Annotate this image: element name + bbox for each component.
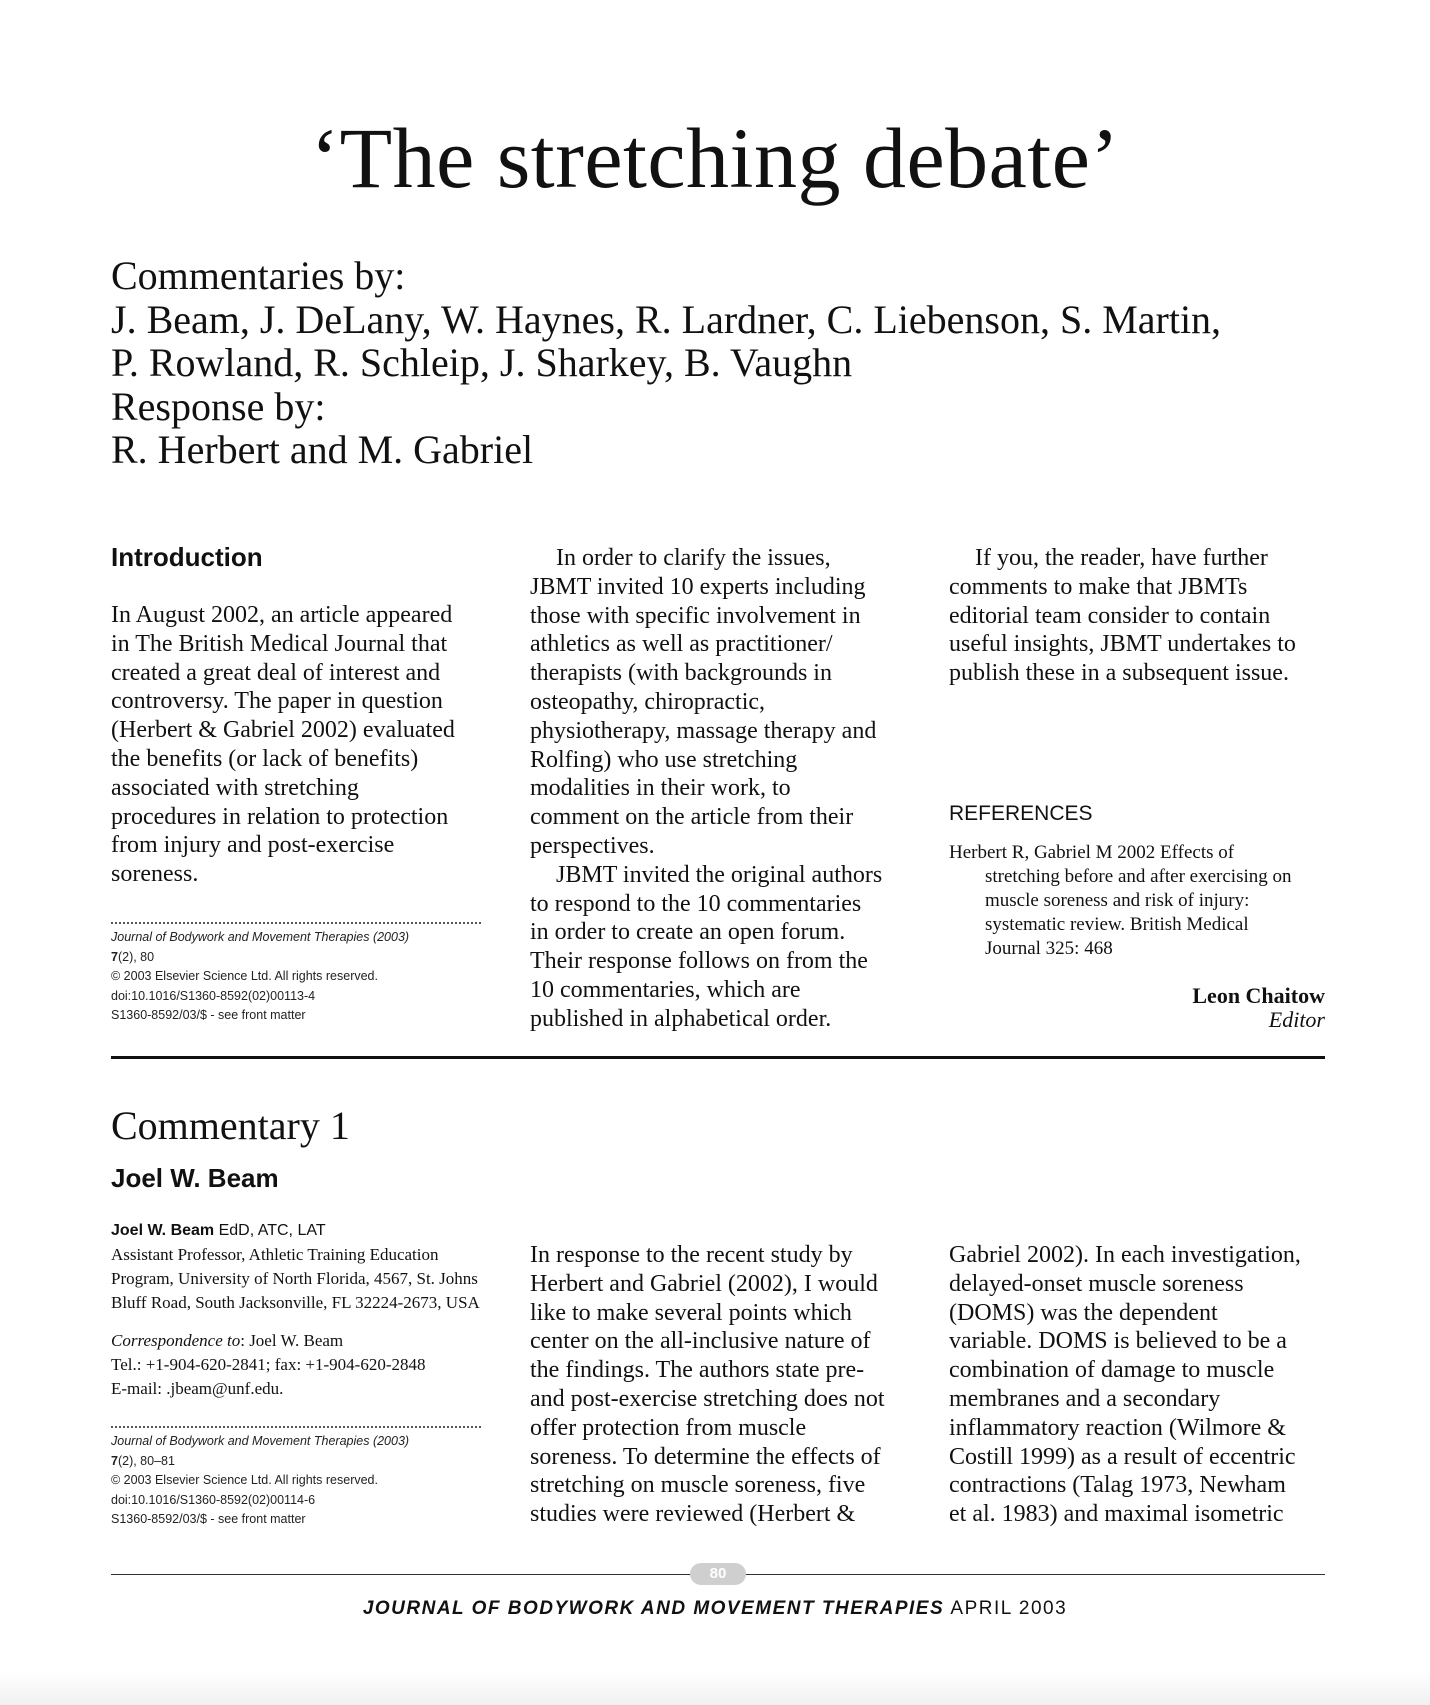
reference-line: systematic review. British Medical	[985, 914, 1249, 935]
commentary-col3-line: Gabriel 2002). In each investigation,	[949, 1242, 1301, 1268]
intro-col2-line: JBMT invited 10 experts including	[530, 573, 866, 600]
running-footer	[0, 1598, 1430, 1620]
email[interactable]: E-mail: .jbeam@unf.edu.	[111, 1379, 284, 1398]
affil-degrees: EdD, ATC, LAT	[214, 1222, 326, 1239]
commentary-col2-line: soreness. To determine the effects of	[530, 1443, 881, 1470]
references-heading: REFERENCES	[949, 802, 1093, 825]
dotted-divider	[111, 922, 481, 924]
intro-col2-line: published in alphabetical order.	[530, 1005, 832, 1032]
editor-role: Editor	[1268, 1007, 1325, 1032]
meta-volume: 7	[111, 1453, 118, 1468]
commentary-col2-line: In response to the recent study by	[530, 1242, 853, 1268]
affil-name: Joel W. Beam	[111, 1222, 215, 1239]
meta-issn: S1360-8592/03/$ - see front matter	[111, 1512, 306, 1526]
reference-line: Journal 325: 468	[985, 938, 1113, 959]
intro-col1-line: controversy. The paper in question	[111, 688, 443, 715]
affil-line: Bluff Road, South Jacksonville, FL 32224-2673, USA	[111, 1293, 480, 1312]
correspondence-label: Correspondence to	[111, 1331, 241, 1350]
intro-col1-line: the benefits (or lack of benefits)	[111, 745, 419, 772]
commentary-col2-line: like to make several points which	[530, 1299, 852, 1326]
commentary-col2-line: offer protection from muscle	[530, 1414, 807, 1441]
intro-col3-line: publish these in a subsequent issue.	[949, 660, 1289, 687]
meta-copyright: © 2003 Elsevier Science Ltd. All rights reserved.	[111, 969, 378, 983]
commentary-col3-line: membranes and a secondary	[949, 1385, 1221, 1412]
affil-line: Program, University of North Florida, 4567, St. Johns	[111, 1269, 478, 1288]
meta-issue-pages: (2), 80	[117, 949, 155, 964]
author-affiliation	[111, 1218, 501, 1401]
commentary-journal-meta	[111, 1432, 491, 1530]
commentary-col3-line: inflammatory reaction (Wilmore &	[949, 1414, 1286, 1441]
intro-col2-line: comment on the article from their	[530, 804, 854, 831]
meta-volume: 7	[111, 949, 118, 964]
intro-col2-line: Their response follows on from the	[530, 948, 868, 975]
intro-col3-line: If you, the reader, have further	[975, 545, 1268, 571]
correspondence-name: : Joel W. Beam	[240, 1331, 344, 1350]
affil-line: Assistant Professor, Athletic Training Education	[111, 1245, 439, 1264]
response-label: Response by:	[111, 383, 326, 429]
introduction-heading: Introduction	[111, 542, 263, 572]
intro-col3-line: useful insights, JBMT undertakes to	[949, 631, 1296, 658]
commentary-author: Joel W. Beam	[111, 1163, 279, 1193]
intro-column-3	[949, 544, 1329, 688]
intro-col1-line: (Herbert & Gabriel 2002) evaluated	[111, 717, 455, 744]
respondents: R. Herbert and M. Gabriel	[111, 427, 534, 472]
intro-col1-line: from injury and post-exercise	[111, 832, 395, 859]
meta-doi: doi:10.1016/S1360-8592(02)00113-4	[111, 988, 316, 1003]
footer-journal: JOURNAL OF BODYWORK AND MOVEMENT THERAPIES	[362, 1598, 945, 1619]
article-title: ‘The stretching debate’	[310, 110, 1120, 206]
commentary-col2-line: Herbert and Gabriel (2002), I would	[530, 1270, 878, 1297]
page-number-badge: 80	[690, 1563, 746, 1585]
intro-col2-line: to respond to the 10 commentaries	[530, 890, 862, 917]
commentary-col3-line: (DOMS) was the dependent	[949, 1299, 1218, 1326]
intro-col2-line: those with specific involvement in	[530, 602, 861, 629]
intro-col2-line: modalities in their work, to	[530, 775, 791, 802]
editor-name: Leon Chaitow	[1192, 983, 1325, 1008]
meta-journal: Journal of Bodywork and Movement Therapies (2003)	[111, 930, 410, 944]
commentary-col3-line: et al. 1983) and maximal isometric	[949, 1501, 1284, 1528]
commentary-col2-line: studies were reviewed (Herbert &	[530, 1501, 856, 1528]
editor-signature	[1192, 984, 1325, 1032]
intro-col2-line: in order to create an open forum.	[530, 919, 846, 946]
reference-line: stretching before and after exercising on	[985, 866, 1292, 887]
reference-line: Herbert R, Gabriel M 2002 Effects of	[949, 842, 1235, 863]
footer-date: APRIL 2003	[950, 1598, 1068, 1619]
intro-col3-line: comments to make that JBMTs	[949, 573, 1248, 600]
meta-doi: doi:10.1016/S1360-8592(02)00114-6	[111, 1492, 316, 1507]
reference-line: muscle soreness and risk of injury:	[985, 890, 1250, 911]
intro-col2-line: 10 commentaries, which are	[530, 976, 801, 1003]
meta-copyright: © 2003 Elsevier Science Ltd. All rights reserved.	[111, 1473, 378, 1487]
intro-col2-line: Rolfing) who use stretching	[530, 746, 798, 773]
commentators-line-1: J. Beam, J. DeLany, W. Haynes, R. Lardner, C. Liebenson, S. Martin,	[111, 296, 1222, 342]
article-credits	[111, 254, 1361, 472]
reference-item	[949, 841, 1329, 961]
intro-col2-line: JBMT invited the original authors	[556, 861, 883, 888]
intro-col2-line: perspectives.	[530, 832, 655, 859]
meta-issn: S1360-8592/03/$ - see front matter	[111, 1008, 306, 1022]
intro-col2-line: osteopathy, chiropractic,	[530, 688, 766, 715]
intro-col3-line: editorial team consider to contain	[949, 602, 1271, 629]
intro-col2-line: athletics as well as practitioner/	[530, 631, 833, 658]
commentators-line-2: P. Rowland, R. Schleip, J. Sharkey, B. Vaughn	[111, 340, 853, 385]
intro-col1-line: associated with stretching	[111, 774, 359, 801]
commentary-col3-line: contractions (Talag 1973, Newham	[949, 1472, 1286, 1499]
commentary-col3-line: combination of damage to muscle	[949, 1357, 1275, 1384]
intro-col1-line: created a great deal of interest and	[111, 659, 441, 686]
commentary-col3-line: Costill 1999) as a result of eccentric	[949, 1443, 1296, 1470]
meta-journal: Journal of Bodywork and Movement Therapies (2003)	[111, 1434, 410, 1448]
intro-col2-line: therapists (with backgrounds in	[530, 660, 832, 687]
commentary-col2-line: center on the all-inclusive nature of	[530, 1328, 871, 1355]
commentary-col2-line: the findings. The authors state pre-	[530, 1357, 865, 1384]
dotted-divider	[111, 1426, 481, 1428]
commentary-col3-line: variable. DOMS is believed to be a	[949, 1328, 1287, 1355]
commentary-col2-line: and post-exercise stretching does not	[530, 1385, 885, 1412]
commentary-column-3	[949, 1241, 1329, 1529]
commentary-column-2	[530, 1241, 910, 1529]
intro-journal-meta	[111, 928, 491, 1026]
intro-col1-line: procedures in relation to protection	[111, 803, 449, 830]
intro-col1-line: in The British Medical Journal that	[111, 630, 448, 657]
page-bottom-shadow	[0, 1672, 1430, 1705]
section-divider	[111, 1056, 1325, 1059]
commentary-heading: Commentary 1	[111, 1103, 350, 1148]
intro-column-1	[111, 601, 491, 889]
phone-fax: Tel.: +1-904-620-2841; fax: +1-904-620-2848	[111, 1355, 426, 1374]
meta-issue-pages: (2), 80–81	[117, 1453, 175, 1468]
intro-col1-line: soreness.	[111, 861, 199, 888]
intro-col2-line: physiotherapy, massage therapy and	[530, 717, 877, 744]
commentary-col2-line: stretching on muscle soreness, five	[530, 1472, 866, 1499]
intro-col2-line: In order to clarify the issues,	[556, 545, 831, 571]
intro-col1-line: In August 2002, an article appeared	[111, 602, 453, 628]
commentaries-label: Commentaries by:	[111, 253, 406, 298]
intro-column-2	[530, 544, 910, 1034]
commentary-col3-line: delayed-onset muscle soreness	[949, 1270, 1244, 1297]
